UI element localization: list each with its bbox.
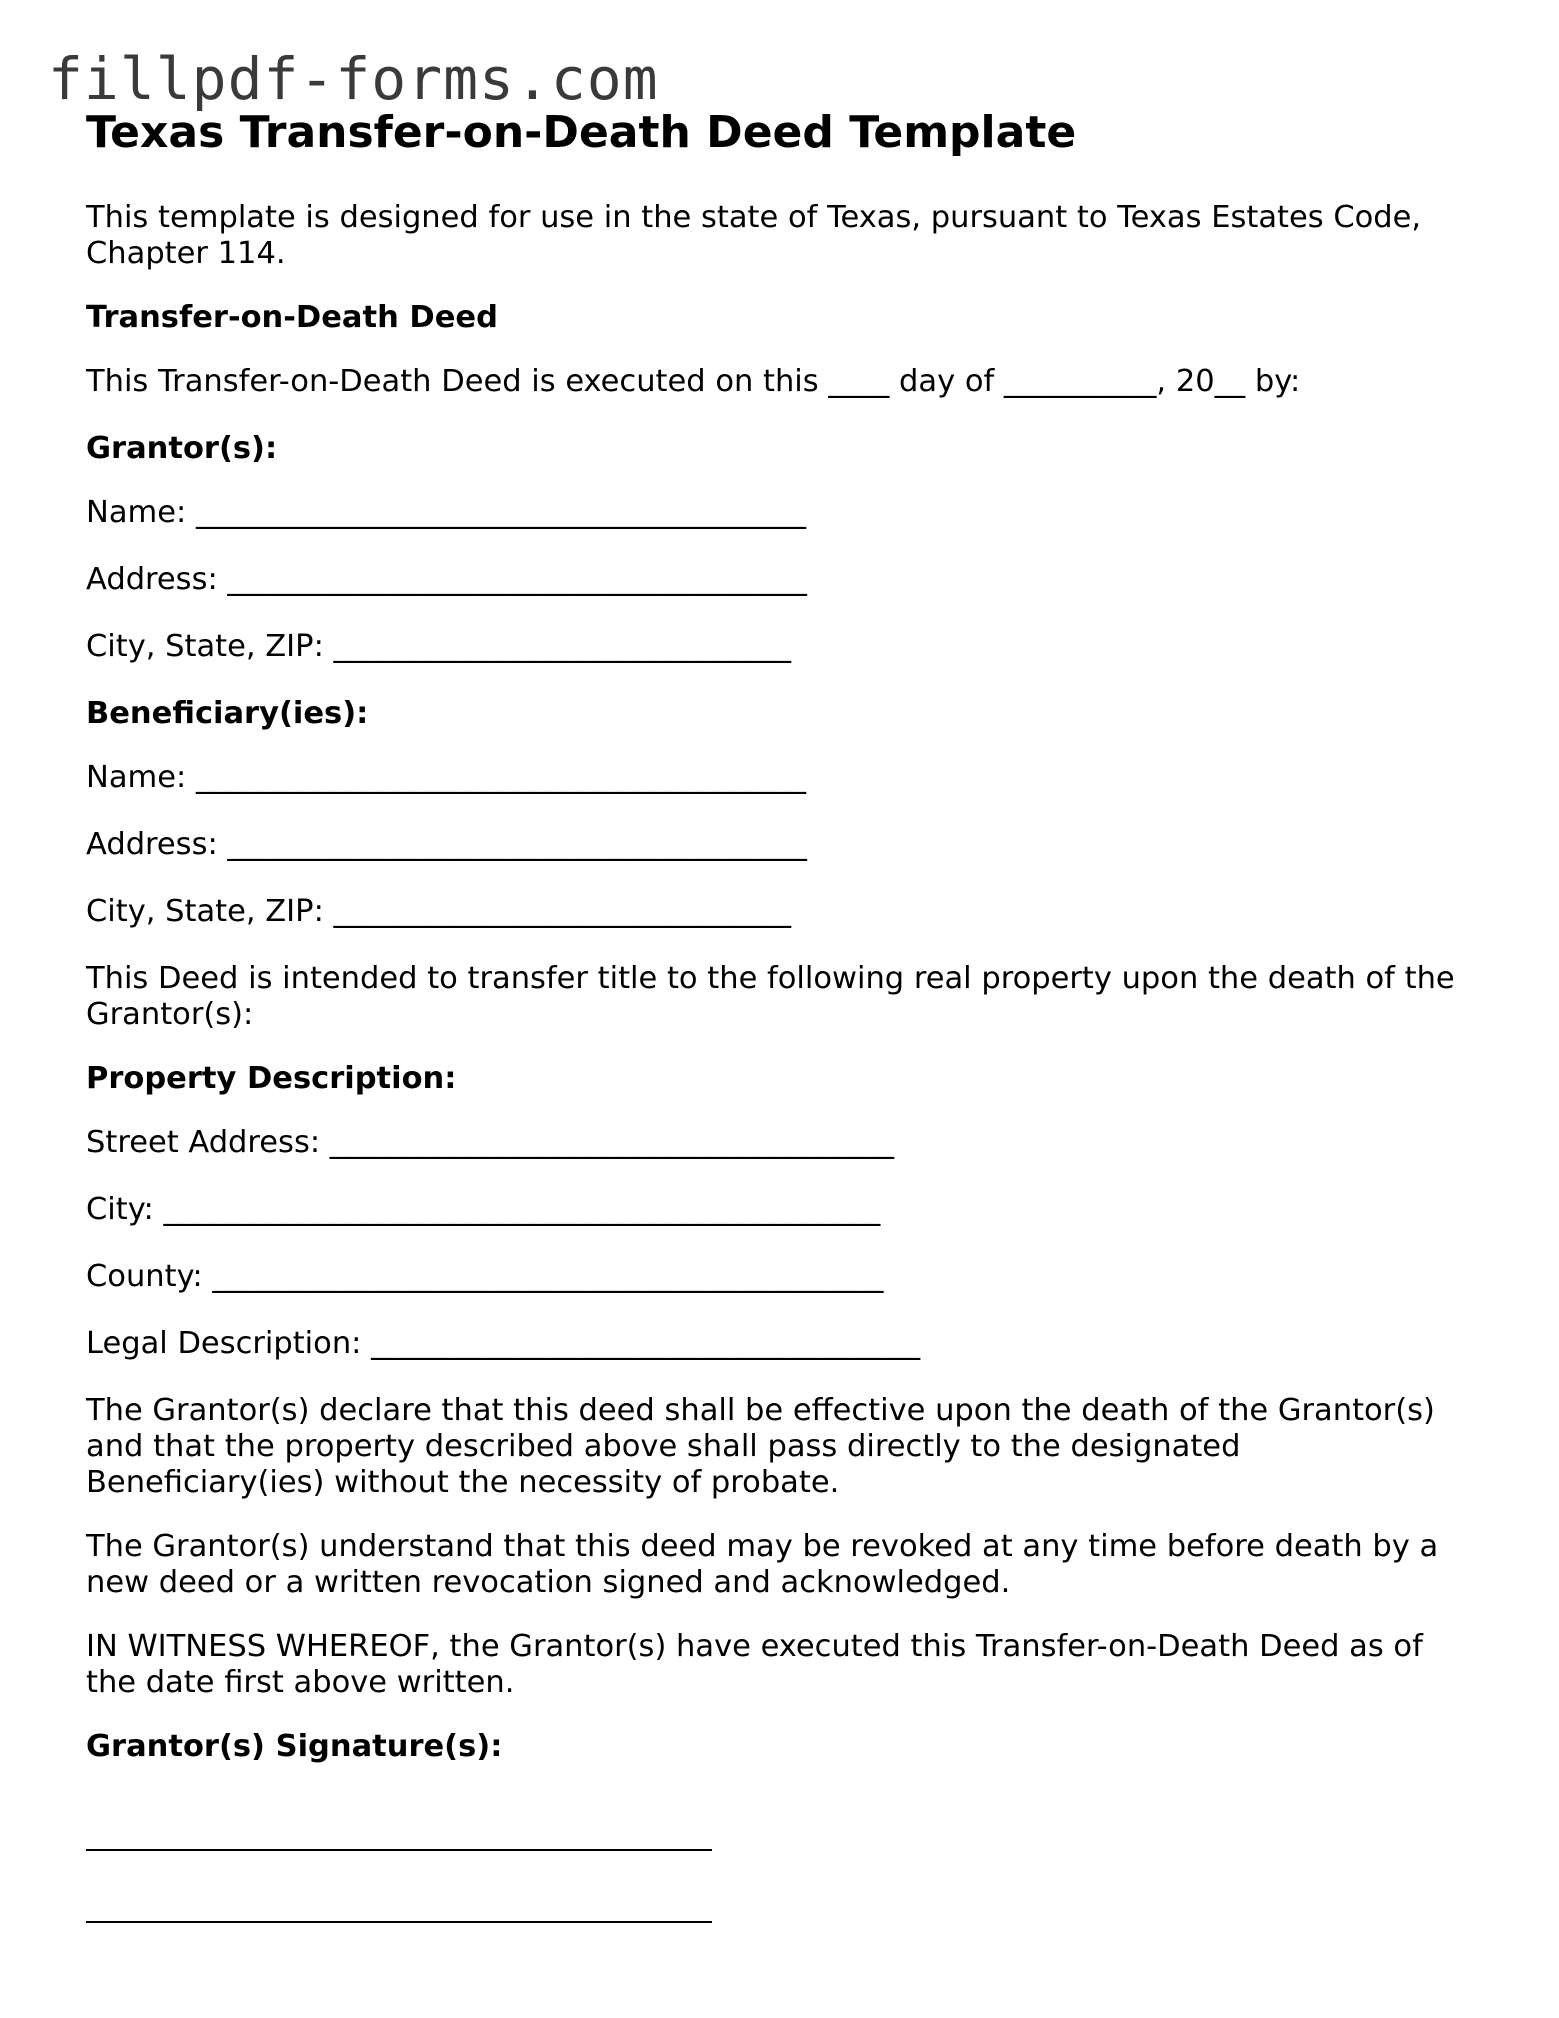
transfer-statement: This Deed is intended to transfer title to the following real property upon the death of the Grantor(s): (86, 961, 1455, 1032)
signature-heading: Grantor(s) Signature(s): (86, 1729, 503, 1764)
property-county-field[interactable]: County: ____________________________________________ (86, 1259, 884, 1294)
document-title: Texas Transfer-on-Death Deed Template (86, 107, 1077, 158)
beneficiary-address-field[interactable]: Address: ______________________________________ (86, 827, 807, 862)
beneficiaries-heading: Beneficiary(ies): (86, 696, 369, 731)
signature-line-1[interactable] (86, 1813, 712, 1851)
intro-paragraph: This template is designed for use in the state of Texas, pursuant to Texas Estates Code, Chapter 114. (86, 200, 1422, 271)
executed-line: This Transfer-on-Death Deed is executed on this ____ day of __________, 20__ by: (86, 364, 1301, 399)
signature-block (86, 1813, 1486, 1923)
grantor-city-state-zip-field[interactable]: City, State, ZIP: ______________________________ (86, 629, 792, 664)
property-legal-description-field[interactable]: Legal Description: ____________________________________ (86, 1326, 921, 1361)
grantor-address-field[interactable]: Address: ______________________________________ (86, 562, 807, 597)
document-body (86, 104, 1486, 1957)
beneficiary-name-field[interactable]: Name: ________________________________________ (86, 760, 806, 795)
declaration-paragraph: The Grantor(s) declare that this deed shall be effective upon the death of the Grantor(s) and that the property described above shall pass directly to the designated Beneficiary(ies) without the necessity of probate. (86, 1393, 1435, 1500)
grantor-name-field[interactable]: Name: ________________________________________ (86, 495, 806, 530)
witness-paragraph: IN WITNESS WHEREOF, the Grantor(s) have executed this Transfer-on-Death Deed as of the date first above written. (86, 1629, 1423, 1700)
property-heading: Property Description: (86, 1061, 457, 1096)
section-heading: Transfer-on-Death Deed (86, 300, 498, 335)
beneficiary-city-state-zip-field[interactable]: City, State, ZIP: ______________________________ (86, 894, 792, 929)
property-street-field[interactable]: Street Address: _____________________________________ (86, 1125, 895, 1160)
watermark: fillpdf-forms.com (48, 45, 659, 113)
revocation-paragraph: The Grantor(s) understand that this deed may be revoked at any time before death by a new deed or a written revocation signed and acknowledged. (86, 1529, 1439, 1600)
grantors-heading: Grantor(s): (86, 431, 278, 466)
property-city-field[interactable]: City: _______________________________________________ (86, 1192, 881, 1227)
signature-line-2[interactable] (86, 1885, 712, 1923)
